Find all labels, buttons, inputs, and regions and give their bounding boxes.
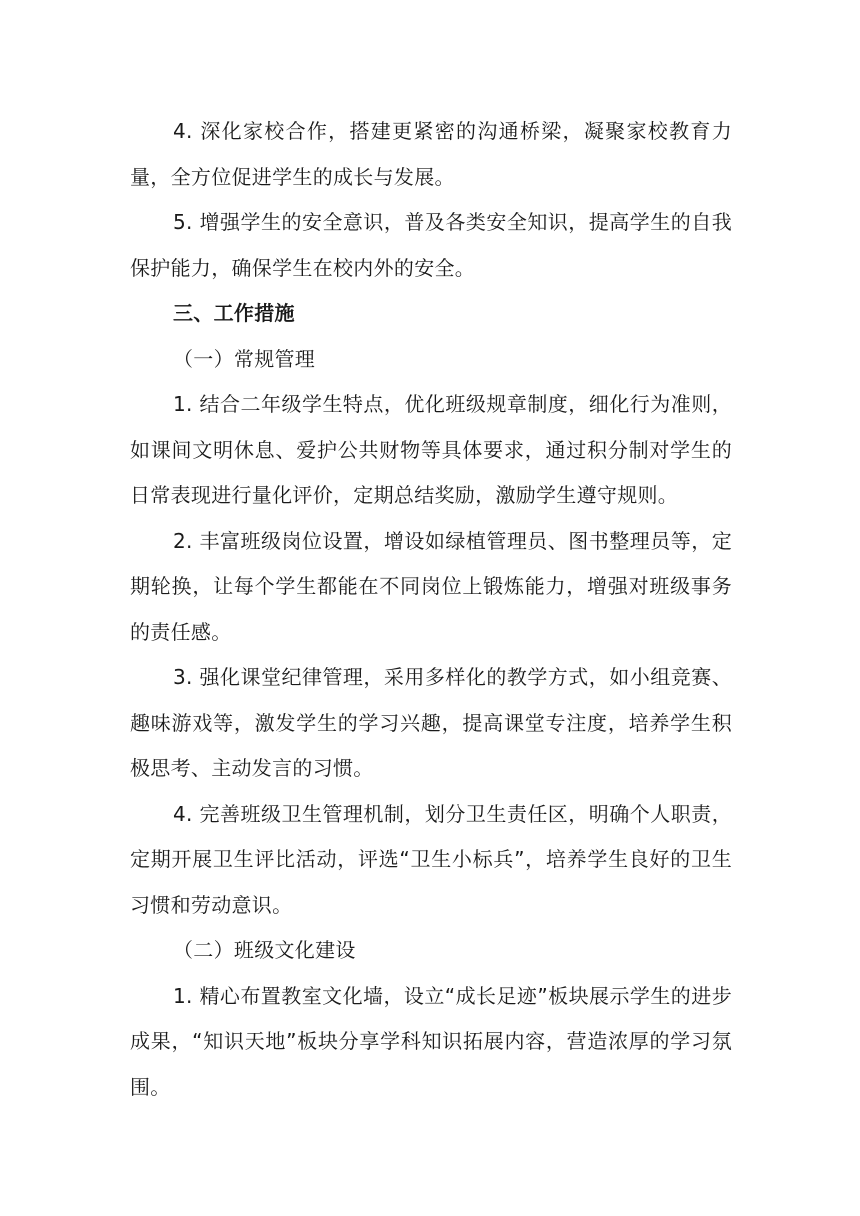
- para-item-5-safety: 5. 增强学生的安全意识，普及各类安全知识，提高学生的自我保护能力，确保学生在校内外的安全。: [130, 210, 732, 280]
- section-heading-measures: 三、工作措施: [173, 301, 295, 325]
- para-routine-3-discipline: 3. 强化课堂纪律管理，采用多样化的教学方式，如小组竞赛、趣味游戏等，激发学生的学习兴趣，提高课堂专注度，培养学生积极思考、主动发言的习惯。: [130, 665, 732, 780]
- para-culture-1-wall: 1. 精心布置教室文化墙，设立“成长足迹”板块展示学生的进步成果，“知识天地”板块分享学科知识拓展内容，营造浓厚的学习氛围。: [130, 983, 732, 1099]
- subsection-heading-routine: （一）常规管理: [173, 346, 316, 371]
- document-body: [130, 109, 732, 1110]
- subsection-heading-culture: （二）班级文化建设: [173, 938, 356, 962]
- para-routine-4-hygiene: 4. 完善班级卫生管理机制，划分卫生责任区，明确个人职责，定期开展卫生评比活动，评选“卫生小标兵”，培养学生良好的卫生习惯和劳动意识。: [130, 801, 732, 917]
- para-item-4-cooperation: 4. 深化家校合作，搭建更紧密的沟通桥梁，凝聚家校教育力量，全方位促进学生的成长与发展。: [130, 119, 732, 189]
- para-routine-2-posts: 2. 丰富班级岗位设置，增设如绿植管理员、图书整理员等，定期轮换，让每个学生都能在不同岗位上锻炼能力，增强对班级事务的责任感。: [130, 528, 732, 644]
- para-routine-1-rules: 1. 结合二年级学生特点，优化班级规章制度，细化行为准则，如课间文明休息、爱护公共财物等具体要求，通过积分制对学生的日常表现进行量化评价，定期总结奖励，激励学生遵守规则。: [130, 392, 732, 507]
